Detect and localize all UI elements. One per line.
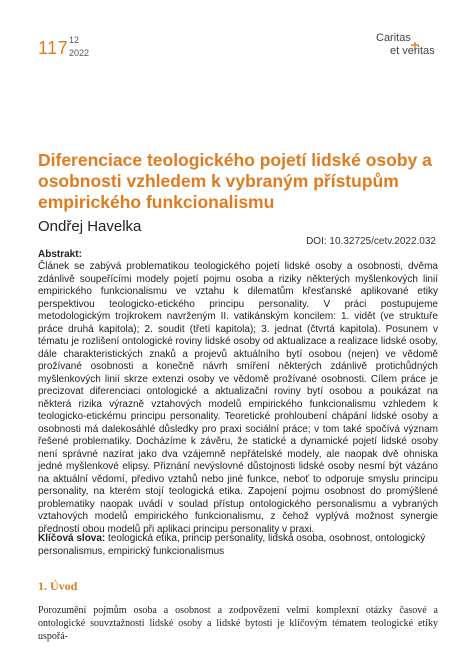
keywords-label: Klíčová slova: [38, 533, 106, 544]
logo-text-veritas: et veritas [390, 45, 435, 57]
article-doi: DOI: 10.32725/cetv.2022.032 [306, 236, 436, 247]
journal-logo [370, 32, 442, 66]
abstract-heading: Abstrakt: [38, 249, 82, 260]
issue-year: 2022 [69, 48, 90, 58]
intro-text: Porozumění pojmům osoba a osobnost a zodpovězení velmi komplexní otázky časové a ontologické souvztažnosti lidské osoby a lidské bytosti je klíčovým tématem teologické etiky uspořá- [38, 605, 438, 642]
abstract-text: Článek se zabývá problematikou teologického pojetí lidské osoby a osobnosti, dvěma zdánlivě soupeřícími modely pojetí pojmu osoba a riziky některých myšlenkových linií empirického funkcionalismu ve vztahu k dilematům křesťanské aplikované etiky perspektivou teologicko-etického principu personality. V práci postupujeme metodologickým trojkrokem navrženým II. vatikánským koncilem: 1. vidět (ve struktuře práce druhá kapitola); 2. soudit (třetí kapitola); 3. jednat (čtvrtá kapitola). Posunem v tématu je rozlišení ontologické roviny lidské osoby od aktualizace a realizace lidské osoby, dále charakteristických znaků a projevů aktuálního bytí osobou (nejen) ve vědomě prožívané osobnosti a konečně návrh smíření některých zdánlivě protichůdných myšlenkových linií skrze extenzi osoby ve vědomě prožívané osobnosti. Cílem práce je precizovat diferenciaci ontologické a aktualizační roviny bytí osobou a poukázat na některá rizika výrazně vztahových modelů empirického funkcionalismu vzhledem k teologicko-etickému principu personality. Teoretické prohloubení chápání lidské osoby a osobnosti má dalekosáhlé důsledky pro praxi sociální práce; v tom také spočívá význam řešené problematiky. Docházíme k závěru, že statické a dynamické pojetí lidské osoby není správné nazírat jako dva vzájemně nepřátelské modely, ale naopak dvě ohniska jedné myšlenkové elipsy. Přiznání nevýslovné důstojnosti lidské osoby nesmí být vázáno na aktuální vědomí, předivo vztahů nebo jiné funkce, neboť to odporuje smyslu principu personality, na kterém stojí teologická etika. Zapojení pojmu osobnost do promýšlené problematiky naopak uvádí v soulad přístup ontologického personalismu a vybraných vztahových modelů empirického funkcionalismu, z čehož vyplývá možnost synergie předností obou modelů při aplikaci principu personality v praxi. [38, 261, 438, 535]
page-number: 117 [38, 38, 69, 58]
article-author: Ondřej Havelka [38, 218, 142, 235]
section-heading: 1. Úvod [38, 579, 78, 593]
issue-number: 12 [69, 35, 80, 45]
article-title: Diferenciace teologického pojetí lidské osoby a osobnosti vzhledem k vybraným přístupům empirického funkcionalismu [38, 150, 432, 212]
logo-text-caritas: Caritas [376, 32, 411, 44]
keywords-list: teologická etika, princip personality, lidská osoba, osobnost, ontologický personalismus, empirický funkcionalismus [38, 533, 426, 557]
keywords [38, 533, 438, 558]
issue-info [69, 34, 89, 60]
